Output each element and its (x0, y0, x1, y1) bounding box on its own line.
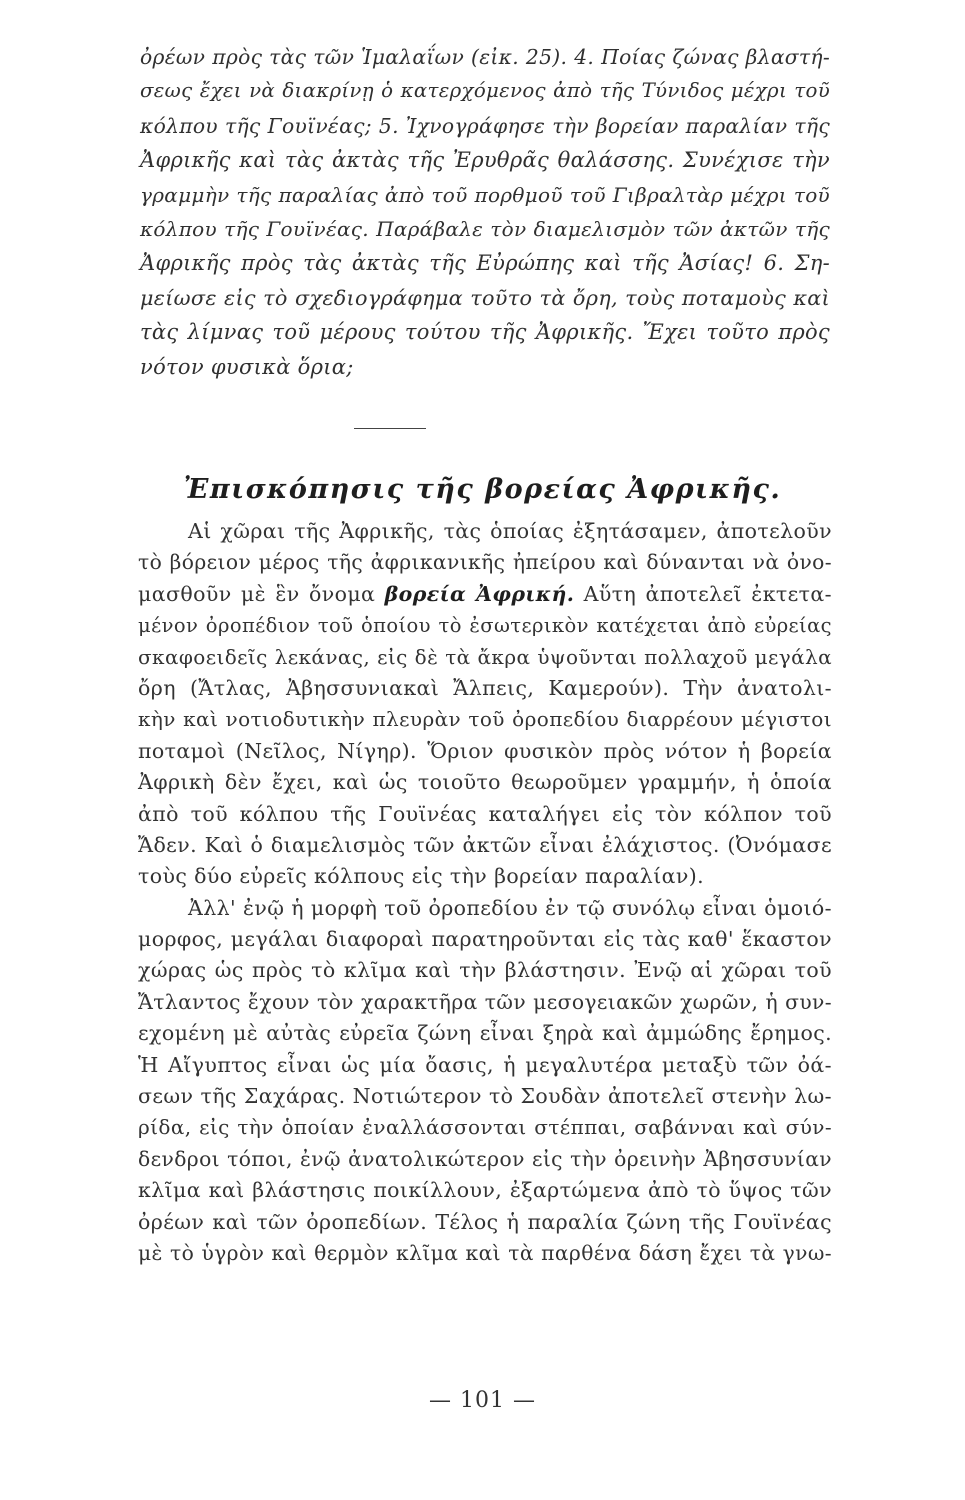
paragraph-line: τοὺς δύο εὐρεῖς κόλπους εἰς τὴν βορείαν παραλίαν). (138, 864, 705, 889)
paragraph-line: χώρας ὡς πρὸς τὸ κλῖμα καὶ τὴν βλάστησιν. Ἐνῷ αἱ χῶραι τοῦ (138, 958, 832, 983)
section-title: Ἐπισκόπησις τῆς βορείας Ἀφρικῆς. (183, 474, 782, 505)
paragraph-line: μὲ τὸ ὑγρὸν καὶ θερμὸν κλῖμα καὶ τὰ παρθένα δάση ἔχει τὰ γνω- (138, 1240, 832, 1265)
paragraph-line: τὸ βόρειον μέρος τῆς ἀφρικανικῆς ἠπείρου καὶ δύνανται νὰ ὀνο- (138, 550, 832, 575)
paragraph-line: Αἱ χῶραι τῆς Ἀφρικῆς, τὰς ὁποίας ἐξητάσαμεν, ἀποτελοῦν (188, 519, 832, 543)
paragraph-line: Ἡ Αἴγυπτος εἶναι ὡς μία ὄασις, ἡ μεγαλυτέρα μεταξὺ τῶν ὀά- (138, 1052, 832, 1077)
paragraph-line-with-term (138, 579, 832, 610)
body-text (138, 516, 832, 1269)
paragraph-line: ὄρη (Ἄτλας, Ἀβησσυνιακαὶ Ἄλπεις, Καμερούν). Τὴν ἀνατολι- (138, 675, 832, 700)
paragraph-line: Ἄδεν. Καὶ ὁ διαμελισμὸς τῶν ἀκτῶν εἶναι ἐλάχιστος. (Ὀνόμασε (138, 832, 832, 857)
exercise-line: νότον φυσικὰ ὅρια; (140, 354, 354, 379)
paragraph-line: Ἄτλαντος ἔχουν τὸν χαρακτῆρα τῶν μεσογειακῶν χωρῶν, ἡ συν- (138, 989, 832, 1014)
page-number: — 101 — (429, 1388, 536, 1413)
exercise-line: γραμμὴν τῆς παραλίας ἀπὸ τοῦ πορθμοῦ τοῦ Γιβραλτὰρ μέχρι τοῦ (140, 182, 830, 207)
exercise-line: τὰς λίμνας τοῦ μέρους τούτου τῆς Ἀφρικῆς. Ἔχει τοῦτο πρὸς (140, 320, 830, 345)
exercise-line: Ἀφρικῆς καὶ τὰς ἀκτὰς τῆς Ἐρυθρᾶς θαλάσσης. Συνέχισε τὴν (140, 148, 830, 173)
exercises-block (140, 40, 830, 384)
exercise-line: μείωσε εἰς τὸ σχεδιογράφημα τοῦτο τὰ ὄρη, τοὺς ποταμοὺς καὶ (140, 285, 830, 310)
paragraph-line: κλῖμα καὶ βλάστησις ποικίλλουν, ἐξαρτώμενα ἀπὸ τὸ ὕψος τῶν (138, 1178, 832, 1203)
exercise-line: σεως ἔχει νὰ διακρίνῃ ὁ κατερχόμενος ἀπὸ τῆς Τύνιδος μέχρι τοῦ (140, 79, 830, 103)
paragraph-line: εχομένη μὲ αὐτὰς εὐρεῖα ζώνη εἶναι ξηρὰ καὶ ἀμμώδης ἔρημος. (138, 1021, 832, 1046)
text-segment: Αὕτη ἀποτελεῖ ἐκτετα- (574, 581, 832, 606)
paragraph-line: ὀρέων καὶ τῶν ὀροπεδίων. Τέλος ἡ παραλία ζώνη τῆς Γουϊνέας (138, 1209, 832, 1234)
paragraph-line: ποταμοὶ (Νεῖλος, Νίγηρ). Ὅριον φυσικὸν πρὸς νότον ἡ βορεία (138, 738, 832, 763)
paragraph-line: κὴν καὶ νοτιοδυτικὴν πλευρὰν τοῦ ὀροπεδίου διαρρέουν μέγιστοι (138, 707, 832, 732)
paragraph-line: μορφος, μεγάλαι διαφοραὶ παρατηροῦνται εἰς τὰς καθ' ἕκαστον (138, 927, 832, 952)
paragraph-line: ἀπὸ τοῦ κόλπου τῆς Γουϊνέας καταλήγει εἰς τὸν κόλπον τοῦ (138, 801, 832, 826)
exercise-line: ὀρέων πρὸς τὰς τῶν Ἱμαλαΐων (εἰκ. 25). 4. Ποίας ζώνας βλαστή- (140, 45, 830, 69)
paragraph-line: δενδροι τόποι, ἐνῷ ἀνατολικώτερον εἰς τὴν ὀρεινὴν Ἀβησσυνίαν (138, 1146, 832, 1171)
paragraph-line: σεων τῆς Σαχάρας. Νοτιώτερον τὸ Σουδὰν ἀποτελεῖ στενὴν λω- (138, 1084, 832, 1109)
exercise-line: Ἀφρικῆς πρὸς τὰς ἀκτὰς τῆς Εὐρώπης καὶ τῆς Ἀσίας! 6. Ση- (140, 251, 830, 276)
paragraph-line: σκαφοειδεῖς λεκάνας, εἰς δὲ τὰ ἄκρα ὑψοῦνται πολλαχοῦ μεγάλα (138, 644, 832, 669)
paragraph-line: μένον ὀροπέδιον τοῦ ὁποίου τὸ ἐσωτερικὸν κατέχεται ἀπὸ εὐρείας (138, 614, 832, 638)
paragraph-line: ρίδα, εἰς τὴν ὁποίαν ἐναλλάσσονται στέππαι, σαβάνναι καὶ σύν- (138, 1115, 832, 1140)
section-divider (354, 428, 426, 429)
text-segment: μασθοῦν μὲ ἓν ὄνομα (138, 581, 385, 606)
paragraph-line: Ἀλλ' ἐνῷ ἡ μορφὴ τοῦ ὀροπεδίου ἐν τῷ συνόλῳ εἶναι ὁμοιό- (188, 895, 832, 920)
exercise-line: κόλπου τῆς Γουϊνέας; 5. Ἰχνογράφησε τὴν βορείαν παραλίαν τῆς (140, 113, 830, 138)
paragraph-line: Ἀφρικὴ δὲν ἔχει, καὶ ὡς τοιοῦτο θεωροῦμεν γραμμήν, ἡ ὁποία (138, 770, 832, 795)
highlighted-term: βορεία Ἀφρική. (384, 581, 575, 606)
exercise-line: κόλπου τῆς Γουϊνέας. Παράβαλε τὸν διαμελισμὸν τῶν ἀκτῶν τῆς (140, 216, 830, 241)
